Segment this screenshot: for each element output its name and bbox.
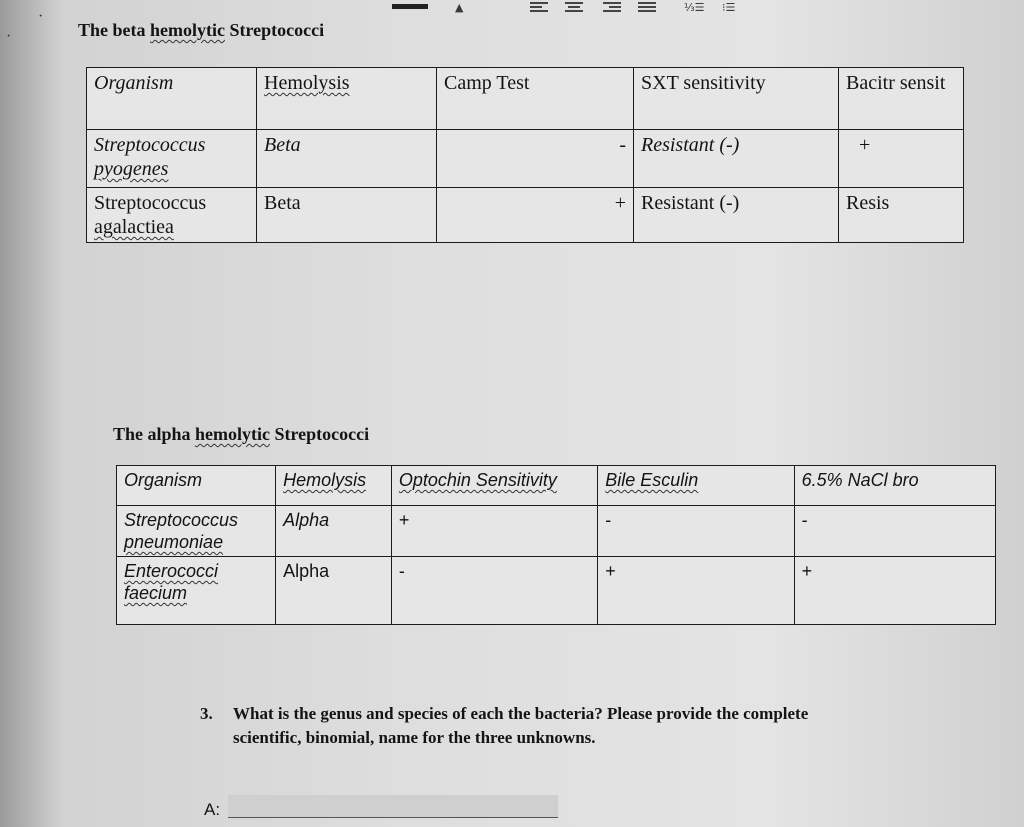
header-nacl-broth[interactable]: 6.5% NaCl bro bbox=[794, 466, 995, 506]
header-bile-esculin[interactable]: Bile Esculin bbox=[598, 466, 794, 506]
numbered-list-icon[interactable]: ⅓☰ bbox=[684, 1, 705, 14]
cell-camp[interactable]: - bbox=[437, 130, 634, 188]
cell-sxt[interactable]: Resistant (-) bbox=[634, 188, 839, 243]
alpha-table bbox=[116, 465, 996, 625]
cell-hemolysis[interactable]: Alpha bbox=[276, 506, 392, 557]
cell-hemolysis[interactable]: Alpha bbox=[276, 557, 392, 625]
table-row bbox=[87, 188, 964, 243]
organism-species: pyogenes bbox=[94, 158, 169, 180]
title-text: The alpha bbox=[113, 424, 196, 444]
answer-label: A: bbox=[204, 800, 221, 819]
table-row bbox=[87, 130, 964, 188]
title-misspelled-word: hemolytic bbox=[150, 20, 225, 40]
cell-optochin[interactable]: + bbox=[391, 506, 597, 557]
alpha-section-title bbox=[113, 424, 369, 445]
organism-species: faecium bbox=[124, 583, 188, 603]
table-header-row bbox=[117, 466, 996, 506]
header-sxt-sensitivity[interactable]: SXT sensitivity bbox=[634, 68, 839, 130]
organism-genus: Streptococcus bbox=[94, 134, 206, 156]
header-camp-test[interactable]: Camp Test bbox=[437, 68, 634, 130]
header-hemolysis[interactable]: Hemolysis bbox=[257, 68, 437, 130]
formatting-toolbar bbox=[0, 0, 1024, 18]
header-organism[interactable]: Organism bbox=[117, 466, 276, 506]
align-center-icon[interactable] bbox=[565, 2, 583, 14]
cell-nacl[interactable]: + bbox=[794, 557, 995, 625]
question-text: What is the genus and species of each the bacteria? Please provide the complete scientific, binomial, name for the three unknowns. bbox=[233, 704, 809, 747]
organism-genus: Enterococci bbox=[124, 561, 219, 581]
margin-marker: · bbox=[6, 28, 12, 45]
cell-organism[interactable] bbox=[87, 130, 257, 188]
cell-organism[interactable] bbox=[87, 188, 257, 243]
organism-species: pneumoniae bbox=[124, 532, 224, 552]
organism-species: agalactiea bbox=[94, 216, 174, 238]
cell-bile-esculin[interactable]: - bbox=[598, 506, 794, 557]
text-color-bar-icon[interactable] bbox=[392, 4, 428, 9]
cell-camp[interactable]: + bbox=[437, 188, 634, 243]
header-bacitracin[interactable]: Bacitr sensit bbox=[839, 68, 964, 130]
question-3 bbox=[200, 702, 840, 750]
table-row bbox=[117, 506, 996, 557]
beta-table bbox=[86, 67, 964, 243]
question-number: 3. bbox=[200, 704, 213, 723]
cell-bacitracin[interactable]: Resis bbox=[839, 188, 964, 243]
bullet-list-icon[interactable]: ⁝☰ bbox=[722, 1, 736, 14]
cell-bile-esculin[interactable]: + bbox=[598, 557, 794, 625]
cell-hemolysis[interactable]: Beta bbox=[257, 188, 437, 243]
header-hemolysis[interactable]: Hemolysis bbox=[276, 466, 392, 506]
margin-marker: · bbox=[38, 8, 44, 25]
organism-genus: Streptococcus bbox=[124, 510, 239, 530]
cell-optochin[interactable]: - bbox=[391, 557, 597, 625]
title-misspelled-word: hemolytic bbox=[195, 424, 271, 444]
header-organism[interactable]: Organism bbox=[87, 68, 257, 130]
cell-bacitracin[interactable]: + bbox=[839, 130, 964, 188]
table-row bbox=[117, 557, 996, 625]
justify-icon[interactable] bbox=[638, 2, 656, 14]
title-text: Streptococci bbox=[270, 424, 370, 444]
align-right-icon[interactable] bbox=[603, 2, 621, 14]
cell-nacl[interactable]: - bbox=[794, 506, 995, 557]
organism-genus: Streptococcus bbox=[94, 192, 207, 214]
table-header-row bbox=[87, 68, 964, 130]
cell-sxt[interactable]: Resistant (-) bbox=[634, 130, 839, 188]
header-optochin[interactable]: Optochin Sensitivity bbox=[391, 466, 597, 506]
align-left-icon[interactable] bbox=[530, 2, 548, 14]
answer-input[interactable] bbox=[228, 795, 558, 818]
cell-organism[interactable] bbox=[117, 506, 276, 557]
title-text: The beta bbox=[78, 20, 150, 40]
cell-organism[interactable] bbox=[117, 557, 276, 625]
title-text: Streptococci bbox=[224, 20, 325, 40]
beta-section-title bbox=[78, 20, 324, 41]
cell-hemolysis[interactable]: Beta bbox=[257, 130, 437, 188]
highlight-icon[interactable]: ▲ bbox=[455, 1, 464, 14]
